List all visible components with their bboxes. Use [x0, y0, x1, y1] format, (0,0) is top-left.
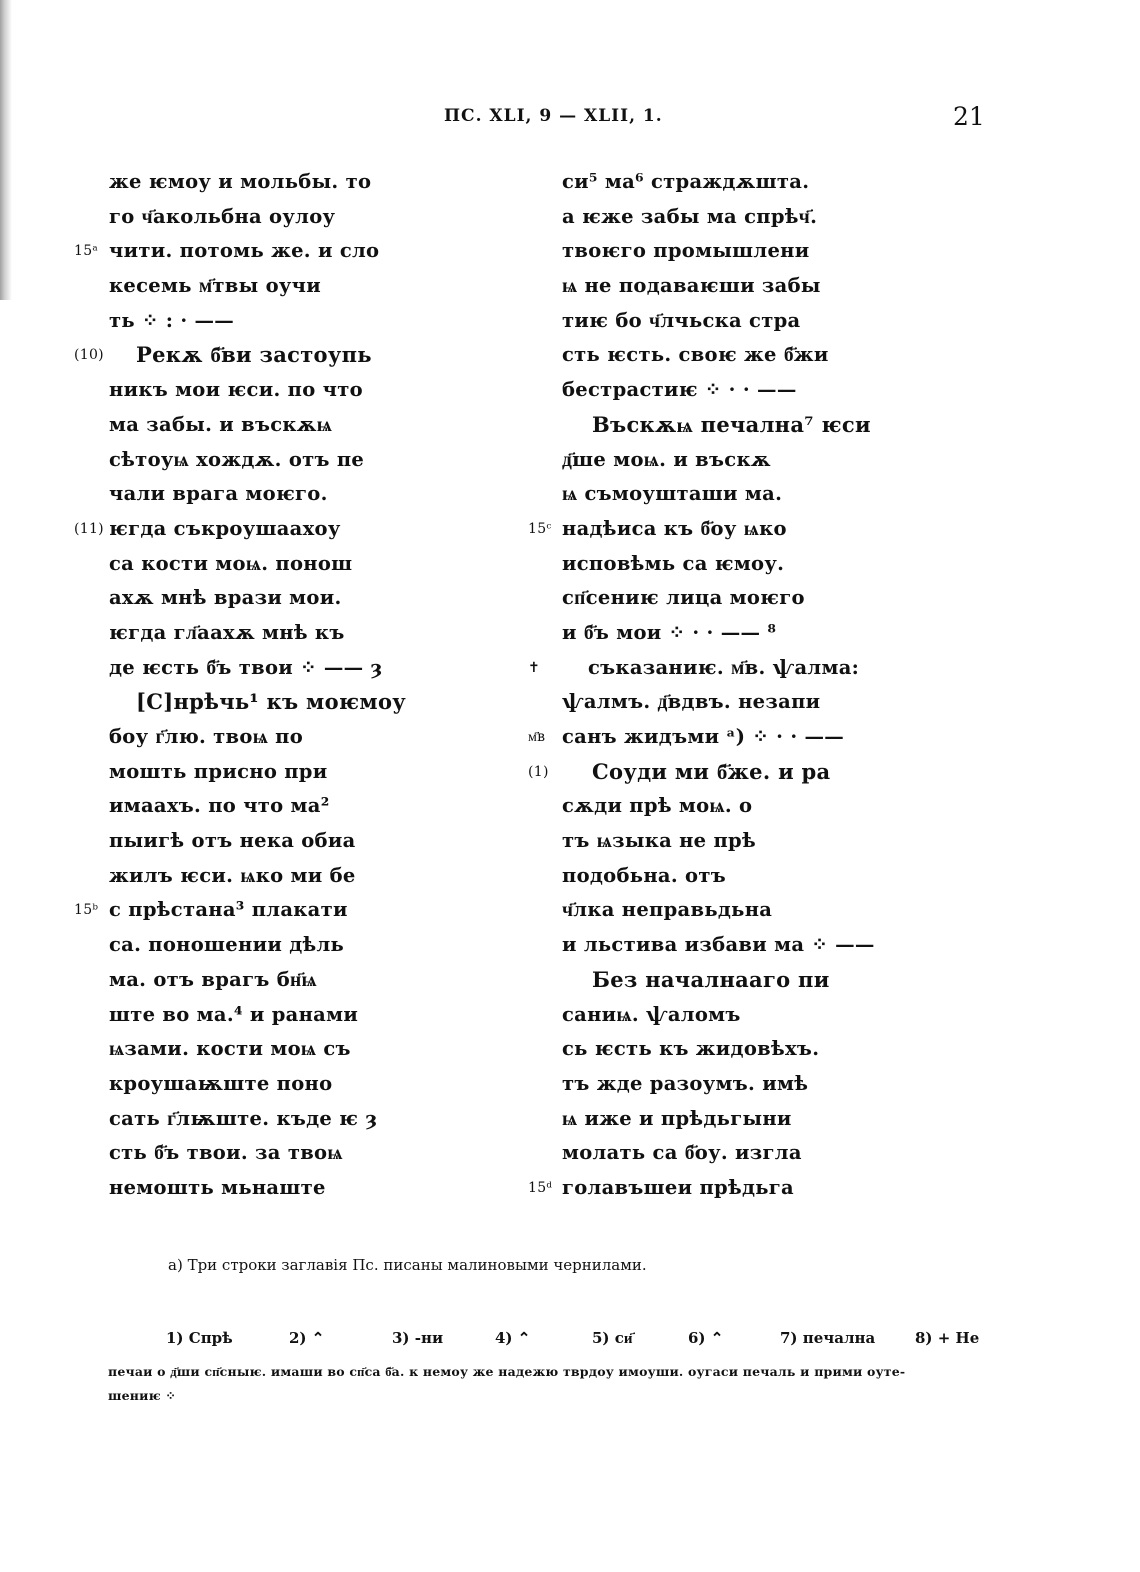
text-line [74, 928, 474, 963]
cross-marker: ✝ [528, 659, 541, 676]
text-line [74, 824, 474, 859]
footnote-continuation: печаи о д҃ши сп҃сныѥ. имаши во сп҃са б҃а. к немоу же надежю тврдоу имоуши. оугаси печаль и прими оуте- [108, 1364, 906, 1379]
text-line [74, 859, 474, 894]
footnote-a: а) Три строки заглавія Пс. писаны малиновыми чернилами. [168, 1256, 647, 1274]
line-text: ѱалмъ. д҃вдвъ. незапи [562, 690, 821, 714]
verse-marker: 15ᵇ [74, 902, 99, 919]
text-line [528, 720, 968, 755]
scan-edge-shadow [0, 0, 12, 300]
verse-marker: 15ᶜ [528, 520, 552, 537]
line-text: са кости моѩ. понош [109, 551, 353, 575]
text-line [528, 998, 968, 1033]
text-line [528, 547, 968, 582]
line-text: си⁵ ма⁶ страждѫшта. [562, 170, 810, 193]
line-text: бестрастиѥ ⁘ · · —— [562, 378, 797, 402]
line-text: ште во ма.⁴ и ранами [109, 1002, 359, 1026]
text-line [74, 373, 474, 408]
line-text: же ѥмоу и мольбы. то [109, 170, 372, 193]
text-line [528, 373, 968, 408]
line-text: д҃ше моѩ. и въскѫ [562, 447, 771, 471]
line-text: съказаниѥ. м҃в. ѱалма: [588, 655, 860, 679]
verse-marker: (11) [74, 520, 104, 537]
text-line [74, 408, 474, 443]
running-header: ПС. XLI, 9 — XLII, 1. [444, 106, 663, 126]
text-line [74, 720, 474, 755]
text-line [528, 443, 968, 478]
text-line [74, 1067, 474, 1102]
line-text: Соуди ми б҃же. и ра [592, 758, 831, 784]
verse-marker: 15ᵃ [74, 243, 99, 260]
page-number: 21 [953, 102, 985, 131]
text-line [74, 1136, 474, 1171]
line-text: кроушаѭште поно [109, 1071, 333, 1095]
variant-note: 4) ⌃ [495, 1329, 531, 1347]
line-text: ѥгда съкроушаахоу [109, 516, 341, 540]
text-line [528, 1171, 968, 1206]
line-text: подобьна. отъ [562, 863, 726, 887]
text-line [74, 998, 474, 1033]
text-line [528, 512, 968, 547]
line-text: ч҃лка неправьдьна [562, 898, 773, 922]
line-text: чали врага моѥго. [109, 482, 328, 506]
text-line [528, 269, 968, 304]
text-line [528, 1032, 968, 1067]
line-text: с прѣстана³ плакати [109, 898, 348, 922]
variant-note: 6) ⌃ [688, 1329, 724, 1347]
line-text: исповѣмь са ѥмоу. [562, 551, 785, 575]
line-text: ѩзами. кости моѩ съ [109, 1037, 351, 1061]
text-line [74, 1032, 474, 1067]
text-line [528, 165, 968, 200]
verse-marker: (10) [74, 347, 104, 364]
line-text: Въскѫѩ печална⁷ ѥси [592, 411, 871, 437]
line-text: ѩ иже и прѣдьгыни [562, 1106, 792, 1130]
text-line [74, 165, 474, 200]
text-line [528, 893, 968, 928]
line-text: тъ ѩзыка не прѣ [562, 829, 756, 853]
text-line [74, 443, 474, 478]
variant-note: 3) -ни [392, 1329, 444, 1347]
line-text: го ч҃акольбна оулоу [109, 204, 336, 228]
text-line [74, 269, 474, 304]
verse-marker: 15ᵈ [528, 1179, 553, 1196]
line-text: сь ѥсть къ жидовѣхъ. [562, 1037, 820, 1061]
line-text: ѩ не подаваѥши забы [562, 274, 821, 298]
left-text-column [74, 165, 474, 1206]
psalm-number-marker: м҃в [528, 729, 546, 745]
line-text: сть б҃ъ твои. за твоѩ [109, 1141, 343, 1165]
footnote-continuation: шениѥ ⁘ [108, 1388, 177, 1403]
line-text: немошть мьнаште [109, 1175, 326, 1199]
line-text: кесемь м҃твы оучи [109, 274, 322, 298]
text-line [528, 616, 968, 651]
line-text: а ѥже забы ма спрѣч҃. [562, 204, 818, 228]
variant-note: 7) печална [780, 1329, 876, 1347]
text-line [528, 1102, 968, 1137]
line-text: санъ жидъми ᵃ) ⁘ · · —— [562, 725, 845, 748]
line-text: никъ мои ѥси. по что [109, 378, 363, 402]
variant-note: 1) Спрѣ [166, 1329, 233, 1347]
line-text: сп҃сениѥ лица моѥго [562, 586, 805, 610]
line-text: чити. потомь же. и сло [109, 239, 380, 263]
text-line [74, 581, 474, 616]
text-line [528, 1136, 968, 1171]
text-line [74, 616, 474, 651]
text-line [528, 789, 968, 824]
line-text: надѣиса къ б҃оу ѩко [562, 516, 787, 540]
text-line [528, 1067, 968, 1102]
line-text: ѥгда гл҃аахѫ мнѣ къ [109, 620, 345, 644]
line-text: тиѥ бо ч҃лчьска стра [562, 308, 801, 332]
line-text: твоѥго промышлени [562, 239, 810, 263]
text-line [74, 685, 474, 720]
line-text: ма забы. и въскѫѩ [109, 412, 333, 436]
variant-note: 5) си҃ [592, 1329, 633, 1347]
verse-marker: (1) [528, 763, 549, 780]
text-line [74, 1102, 474, 1137]
line-text: тъ жде разоумъ. имѣ [562, 1071, 809, 1095]
text-line [74, 234, 474, 269]
line-text: имаахъ. по что ма² [109, 794, 330, 818]
text-line [528, 755, 968, 790]
line-text: и льстива избави ма ⁘ —— [562, 933, 875, 957]
text-line [74, 200, 474, 235]
text-line [528, 477, 968, 512]
text-line [74, 789, 474, 824]
line-text: боу г҃лю. твоѩ по [109, 725, 304, 748]
line-text: Без началнааго пи [592, 966, 830, 992]
text-line [74, 512, 474, 547]
text-line [74, 893, 474, 928]
line-text: ть ⁘ : · —— [109, 308, 235, 332]
text-line [528, 581, 968, 616]
line-text: Рекѫ б҃ви застоупь [136, 342, 372, 368]
line-text: са. поношении дѣль [109, 933, 345, 957]
text-line [74, 1171, 474, 1206]
line-text: сать г҃лѭште. къде ѥ ȝ [109, 1106, 378, 1130]
text-line [74, 338, 474, 373]
text-line [74, 304, 474, 339]
line-text: саниѩ. ѱаломъ [562, 1002, 741, 1026]
line-text: сѣтоуѩ хождѫ. отъ пе [109, 447, 365, 471]
variant-note: 2) ⌃ [289, 1329, 325, 1347]
text-line [74, 477, 474, 512]
text-line [528, 304, 968, 339]
line-text: голавъшеи прѣдьга [562, 1175, 794, 1199]
line-text: сть ѥсть. своѥ же б҃жи [562, 343, 829, 367]
text-line [74, 547, 474, 582]
text-line [74, 755, 474, 790]
line-text: [С]нрѣчь¹ къ моѥмоу [136, 689, 406, 715]
line-text: ѩ съмоушташи ма. [562, 482, 783, 506]
line-text: мошть присно при [109, 759, 328, 783]
text-line [528, 338, 968, 373]
line-text: де ѥсть б҃ъ твои ⁘ —— ȝ [109, 655, 383, 679]
text-line [528, 408, 968, 443]
text-line [528, 963, 968, 998]
text-line [528, 859, 968, 894]
text-line [528, 685, 968, 720]
right-text-column [528, 165, 968, 1206]
text-line [528, 928, 968, 963]
variant-note: 8) + Не [915, 1329, 980, 1347]
text-line [528, 651, 968, 686]
line-text: ма. отъ врагъ бн҃ѩ [109, 967, 317, 991]
line-text: пыигѣ отъ нека обиа [109, 829, 356, 853]
text-line [74, 963, 474, 998]
line-text: жилъ ѥси. ѩко ми бе [109, 863, 356, 887]
text-line [74, 651, 474, 686]
line-text: и б҃ъ мои ⁘ · · —— ⁸ [562, 620, 777, 644]
line-text: молать са б҃оу. изгла [562, 1141, 802, 1165]
text-line [528, 824, 968, 859]
text-line [528, 234, 968, 269]
text-line [528, 200, 968, 235]
line-text: сѫди прѣ моѩ. о [562, 794, 753, 818]
line-text: ахѫ мнѣ врази мои. [109, 586, 342, 610]
